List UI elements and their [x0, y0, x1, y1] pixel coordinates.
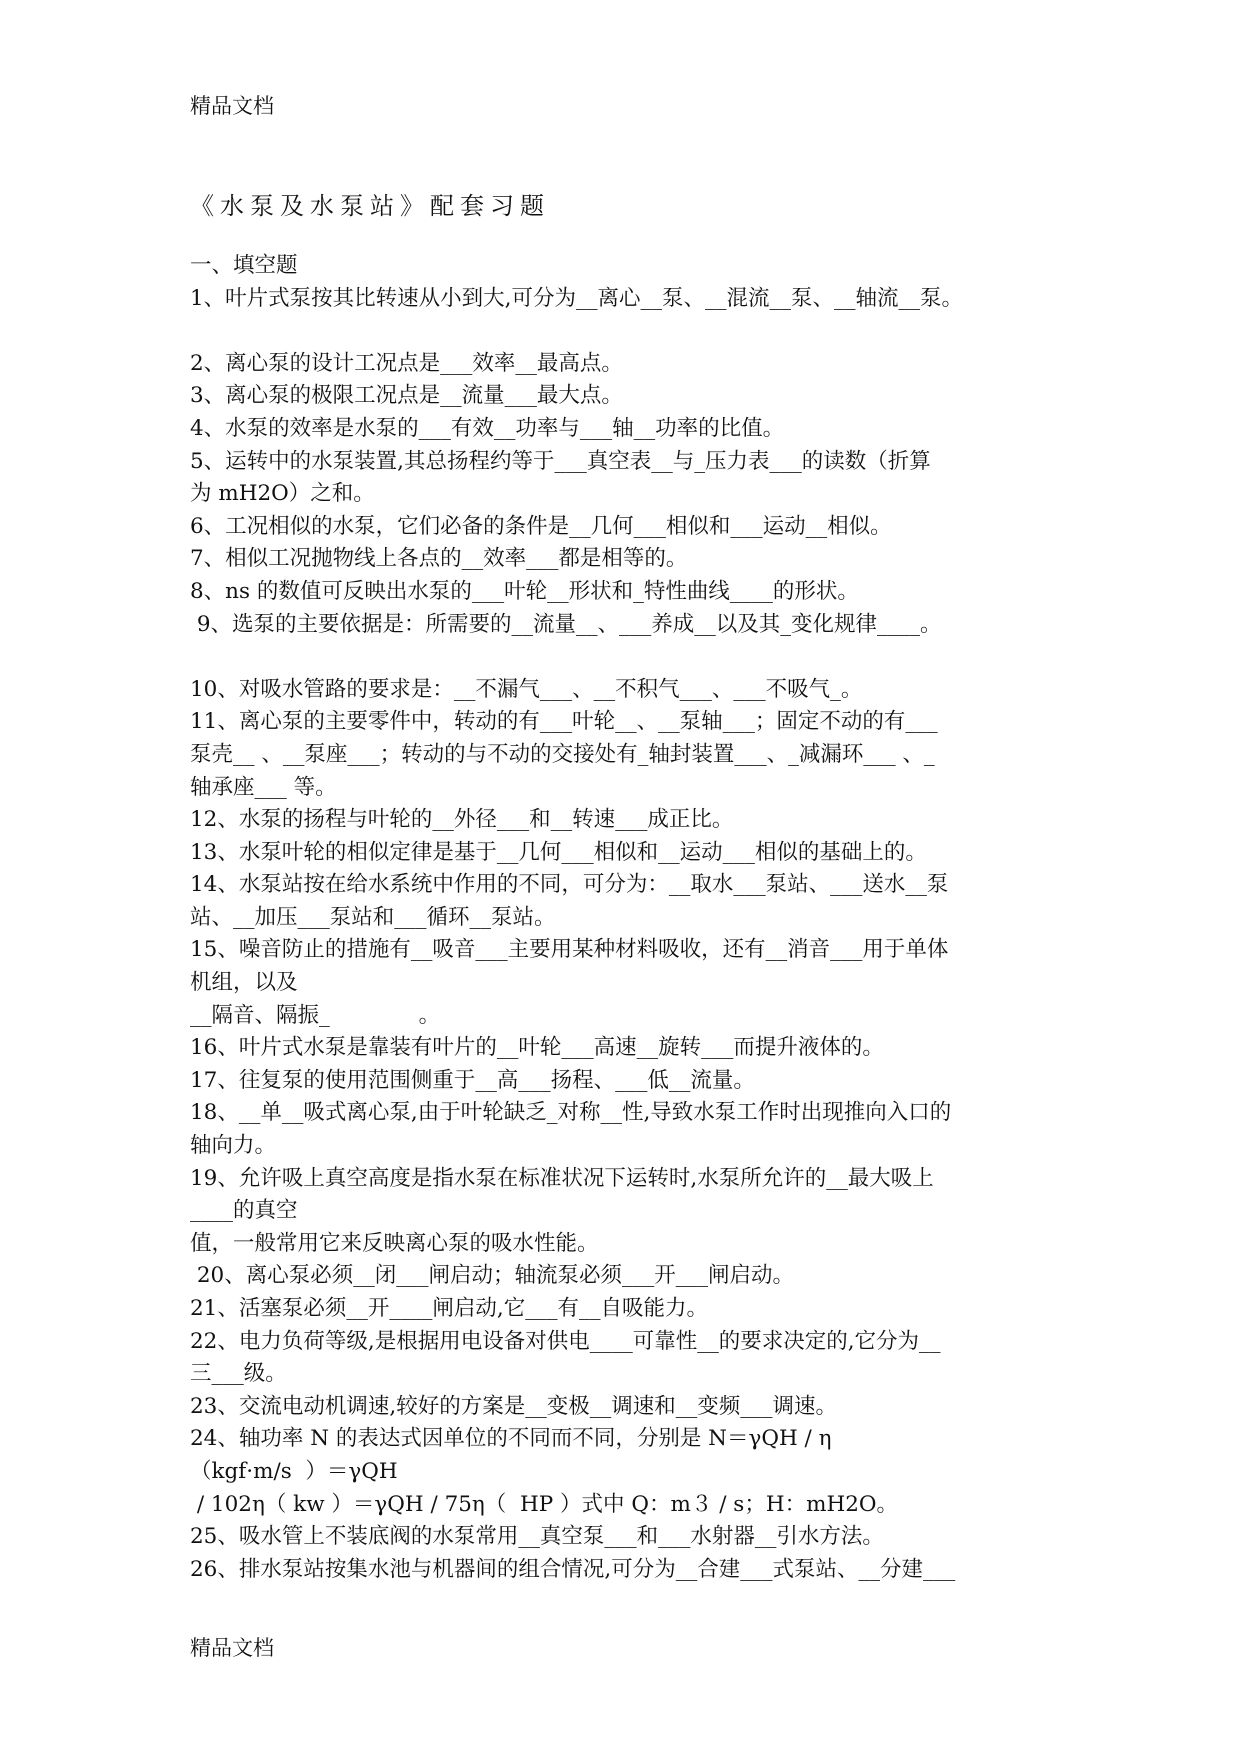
text-line: 8、ns 的数值可反映出水泵的___叶轮__形状和_特性曲线____的形状。: [190, 578, 859, 604]
text-line: 12、水泵的扬程与叶轮的__外径___和__转速___成正比。: [190, 807, 734, 833]
text-line: 21、活塞泵必须__开____闸启动,它___有__自吸能力。: [190, 1296, 708, 1321]
text-line: 1、叶片式泵按其比转速从小到大,可分为__离心__泵、__混流__泵、__轴流__泵。: [190, 285, 964, 311]
document-title: 《水泵及水泵站》配套习题: [190, 192, 550, 220]
blank-line: [190, 641, 1060, 674]
text-line: 10、对吸水管路的要求是：__不漏气___、__不积气___、___不吸气_。: [190, 676, 863, 702]
page-header: 精品文档: [190, 94, 274, 118]
text-line: 6、工况相似的水泵，它们必备的条件是__几何___相似和___运动__相似。: [190, 513, 892, 539]
text-line: （kgf·m/s ）＝γQH: [190, 1458, 398, 1484]
text-line: 4、水泵的效率是水泵的___有效__功率与___轴__功率的比值。: [190, 415, 785, 441]
text-line: 轴承座___ 等。: [190, 774, 337, 800]
text-line: 15、噪音防止的措施有__吸音___主要用某种材料吸收，还有__消音___用于单体: [190, 937, 949, 963]
text-line: 24、轴功率 N 的表达式因单位的不同而不同，分别是 N＝γQH / η: [190, 1426, 832, 1452]
text-line: 26、排水泵站按集水池与机器间的组合情况,可分为__合建___式泵站、__分建___: [190, 1556, 956, 1582]
text-line: ____的真空: [190, 1198, 298, 1224]
text-line: 18、__单__吸式离心泵,由于叶轮缺乏_对称__性,导致水泵工作时出现推向入口的: [190, 1100, 952, 1126]
text-line: 22、电力负荷等级,是根据用电设备对供电____可靠性__的要求决定的,它分为__: [190, 1328, 941, 1354]
text-line: 19、允许吸上真空高度是指水泵在标准状况下运转时,水泵所允许的__最大吸上: [190, 1165, 934, 1191]
text-line: 值，一般常用它来反映离心泵的吸水性能。: [190, 1230, 599, 1256]
text-line: 25、吸水管上不装底阀的水泵常用__真空泵___和___水射器__引水方法。: [190, 1524, 884, 1550]
text-line: 14、水泵站按在给水系统中作用的不同，可分为：__取水___泵站、___送水__泵: [190, 872, 949, 898]
text-line: 3、离心泵的极限工况点是__流量___最大点。: [190, 383, 623, 409]
text-line: 7、相似工况抛物线上各点的__效率___都是相等的。: [190, 546, 688, 572]
page-footer: 精品文档: [190, 1636, 274, 1660]
text-line: 三___级。: [190, 1361, 287, 1387]
text-line: 泵壳__ 、__泵座___；转动的与不动的交接处有_轴封装置___、_减漏环___ 、_: [190, 741, 935, 767]
text-line: 16、叶片式水泵是靠装有叶片的__叶轮___高速__旋转___而提升液体的。: [190, 1035, 884, 1061]
text-line: / 102η（ kw ）＝γQH / 75η（ HP ）式中 Q：m３ / s；H：mH2O。: [190, 1491, 899, 1517]
text-line: 为 mH2O）之和。: [190, 481, 375, 507]
text-line: 2、离心泵的设计工况点是___效率__最高点。: [190, 350, 623, 376]
text-line: 机组，以及: [190, 970, 298, 996]
text-line: __隔音、隔振_ 。: [190, 1002, 441, 1028]
text-line: 20、离心泵必须__闭___闸启动；轴流泵必须___开___闸启动。: [190, 1263, 794, 1289]
text-line: 一、填空题: [190, 253, 298, 278]
blank-line: [190, 315, 1060, 348]
text-line: 站、__加压___泵站和___循环__泵站。: [190, 904, 556, 930]
text-line: 11、离心泵的主要零件中，转动的有___叶轮__、__泵轴___；固定不动的有___: [190, 709, 938, 735]
text-line: 17、往复泵的使用范围侧重于__高___扬程、___低__流量。: [190, 1067, 755, 1093]
text-line: 轴向力。: [190, 1133, 277, 1159]
text-line: 23、交流电动机调速,较好的方案是__变极__调速和__变频___调速。: [190, 1393, 837, 1419]
exercise-body: [190, 250, 1060, 1586]
text-line: 9、选泵的主要依据是：所需要的__流量__、___养成__以及其_变化规律____。: [190, 611, 942, 637]
text-line: 5、运转中的水泵装置,其总扬程约等于___真空表__与_压力表___的读数（折算: [190, 448, 931, 474]
text-line: 13、水泵叶轮的相似定律是基于__几何___相似和__运动___相似的基础上的。: [190, 839, 927, 865]
